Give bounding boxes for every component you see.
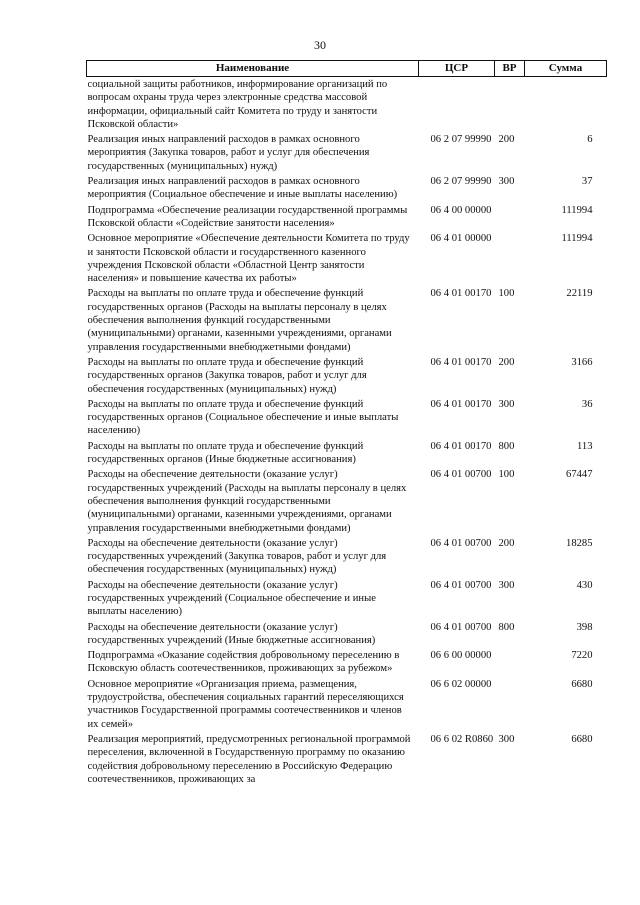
table-row	[87, 732, 607, 787]
cell-sum: 22119	[566, 288, 593, 300]
table-row	[87, 648, 607, 677]
cell-vr	[495, 231, 525, 286]
cell-csr: 06 2 07 99990	[430, 176, 492, 188]
cell-sum: 6680	[571, 733, 593, 745]
cell-csr: 06 6 02 00000	[430, 678, 492, 690]
cell-name: Расходы на выплаты по оплате труда и обеспечение функций государственных органов (Социальное обеспечение и иные выплаты населению)	[87, 398, 399, 437]
cell-csr: 06 6 00 00000	[430, 650, 492, 662]
cell-vr	[495, 203, 525, 232]
table-row	[87, 355, 607, 397]
cell-vr: 100	[498, 288, 515, 300]
cell-csr: 06 6 02 R0860	[430, 733, 494, 745]
header-vr: ВР	[495, 61, 525, 77]
cell-name: Расходы на обеспечение деятельности (оказание услуг) государственных учреждений (Иные бюджетные ассигнования)	[87, 621, 376, 646]
cell-vr: 800	[498, 440, 515, 452]
cell-sum: 37	[581, 176, 593, 188]
cell-csr: 06 4 01 00170	[430, 440, 492, 452]
cell-name: Расходы на выплаты по оплате труда и обеспечение функций государственных органов (Закупка товаров, работ и услуг для обеспечения государственных (муниципальных) нужд)	[87, 356, 367, 395]
cell-vr: 200	[498, 537, 515, 549]
cell-sum: 113	[577, 440, 593, 452]
table-row	[87, 467, 607, 535]
cell-vr: 300	[498, 733, 515, 745]
cell-name: Расходы на выплаты по оплате труда и обеспечение функций государственных органов (Расходы на выплаты персоналу в целях обеспечения выполнения функций государственными (муниципальными) органами, казенными учреждениями, органами управления государственными внебюджетными фондами)	[87, 288, 392, 353]
cell-vr	[495, 677, 525, 732]
cell-sum: 7220	[571, 650, 593, 662]
cell-sum: 111994	[561, 233, 593, 245]
cell-vr: 800	[498, 621, 515, 633]
cell-name: Расходы на выплаты по оплате труда и обеспечение функций государственных органов (Иные бюджетные ассигнования)	[87, 440, 364, 466]
cell-sum	[525, 77, 607, 133]
cell-csr: 06 4 01 00170	[430, 288, 492, 300]
cell-csr: 06 4 01 00700	[430, 469, 492, 481]
cell-csr: 06 4 01 00700	[430, 537, 492, 549]
table-row	[87, 132, 607, 174]
cell-name: Расходы на обеспечение деятельности (оказание услуг) государственных учреждений (Закупка товаров, работ и услуг для обеспечения государственных (муниципальных) нужд)	[87, 537, 387, 576]
cell-name: социальной защиты работников, информирование организаций по вопросам охраны труда через электронные средства массовой информации, официальный сайт Комитета по труду и занятости Псковской области»	[87, 79, 388, 130]
table-row	[87, 286, 607, 354]
table-row	[87, 536, 607, 578]
table-row	[87, 397, 607, 439]
header-csr: ЦСР	[419, 61, 495, 77]
cell-sum: 111994	[561, 204, 593, 216]
cell-csr: 06 4 01 00000	[430, 233, 492, 245]
table-row	[87, 231, 607, 286]
cell-sum: 18285	[566, 537, 593, 549]
cell-sum: 6680	[571, 678, 593, 690]
cell-name: Расходы на обеспечение деятельности (оказание услуг) государственных учреждений (Расходы на выплаты персоналу в целях обеспечения выполнения функций государственными (муниципальными) органами, казенными учреждениями, органами управления государственными внебюджетными фондами)	[87, 469, 407, 534]
cell-vr: 300	[498, 176, 515, 188]
cell-csr: 06 4 01 00170	[430, 356, 492, 368]
cell-vr: 200	[498, 356, 515, 368]
cell-vr: 100	[498, 469, 515, 481]
cell-name: Реализация мероприятий, предусмотренных региональной программой переселения, включенной в Государственную программу по оказанию содействия добровольному переселению в Российскую Федерацию соотечественников, проживающих за	[87, 733, 411, 785]
table-row	[87, 439, 607, 468]
cell-vr: 300	[498, 398, 515, 410]
page-number: 30	[314, 38, 326, 52]
cell-csr	[419, 77, 495, 133]
cell-sum: 430	[576, 579, 593, 591]
cell-csr: 06 4 01 00700	[430, 579, 492, 591]
table-row	[87, 620, 607, 649]
header-sum: Сумма	[525, 61, 607, 77]
cell-name: Реализация иных направлений расходов в рамках основного мероприятия (Закупка товаров, работ и услуг для обеспечения государственных (муниципальных) нужд)	[87, 134, 370, 172]
cell-vr	[495, 77, 525, 133]
cell-name: Основное мероприятие «Организация приема, размещения, трудоустройства, обеспечения социальных гарантий переселяющихся участников Государственной программы соотечественников и членов их семей»	[87, 678, 404, 730]
table-row	[87, 174, 607, 203]
table-row	[87, 578, 607, 620]
table-row	[87, 77, 607, 133]
cell-csr: 06 4 00 00000	[430, 204, 492, 216]
cell-name: Подпрограмма «Обеспечение реализации государственной программы Псковской области «Содействие занятости населения»	[87, 204, 408, 229]
cell-name: Реализация иных направлений расходов в рамках основного мероприятия (Социальное обеспечение и иные выплаты населению)	[87, 176, 398, 201]
table-row	[87, 677, 607, 732]
cell-csr: 06 4 01 00700	[430, 621, 492, 633]
cell-name: Расходы на обеспечение деятельности (оказание услуг) государственных учреждений (Социальное обеспечение и иные выплаты населению)	[87, 579, 376, 618]
cell-sum: 36	[581, 398, 593, 410]
cell-vr: 200	[498, 134, 515, 146]
cell-csr: 06 4 01 00170	[430, 398, 492, 410]
cell-sum: 67447	[566, 469, 593, 481]
header-name: Наименование	[87, 61, 419, 77]
table-header-row	[87, 61, 607, 77]
cell-name: Подпрограмма «Оказание содействия добровольному переселению в Псковскую область соотечественников, проживающих за рубежом»	[87, 650, 400, 675]
table-row	[87, 203, 607, 232]
cell-sum: 398	[576, 621, 593, 633]
cell-name: Основное мероприятие «Обеспечение деятельности Комитета по труду и занятости Псковской области и государственного казенного учреждения Псковской области «Областной Центр занятости населения» и повышение качества их работы»	[87, 233, 410, 285]
cell-sum: 6	[587, 134, 593, 146]
cell-vr	[495, 648, 525, 677]
cell-vr: 300	[498, 579, 515, 591]
cell-csr: 06 2 07 99990	[430, 134, 492, 146]
cell-sum: 3166	[571, 356, 593, 368]
budget-table	[86, 60, 607, 787]
